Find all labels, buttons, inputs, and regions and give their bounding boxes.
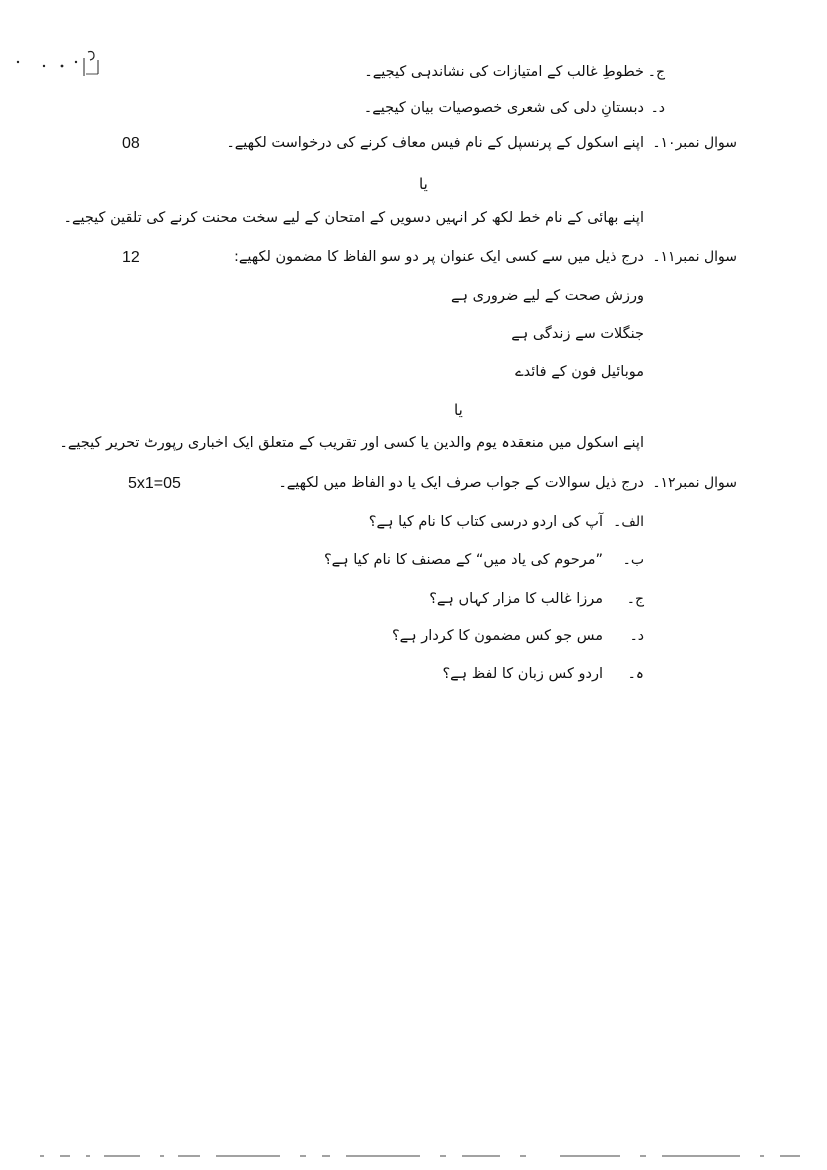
- sub-question-text: مرزا غالب کا مزار کہاں ہے؟: [429, 591, 603, 607]
- essay-topic: ورزش صحت کے لیے ضروری ہے: [450, 288, 644, 304]
- question-marks: 5x1=05: [128, 475, 181, 492]
- alternate-question-text: اپنے اسکول میں منعقدہ یوم والدین یا کسی اور تقریب کے متعلق ایک اخباری رپورٹ تحریر کیجیے۔: [59, 435, 644, 451]
- or-separator: یا: [419, 175, 428, 193]
- sub-question-label: ج۔: [626, 591, 644, 607]
- question-marks: 08: [122, 135, 140, 152]
- sub-question-text: مس جو کس مضمون کا کردار ہے؟: [391, 628, 603, 644]
- question-text: درج ذیل میں سے کسی ایک عنوان پر دو سو الفاظ کا مضمون لکھیے:: [234, 249, 644, 265]
- item-label: ج۔: [647, 64, 665, 80]
- scan-corner-mark: [12, 48, 102, 82]
- sub-question-text: اردو کس زبان کا لفظ ہے؟: [442, 666, 603, 682]
- item-text: خطوطِ غالب کے امتیازات کی نشاندہی کیجیے۔: [364, 64, 644, 80]
- question-text: درج ذیل سوالات کے جواب صرف ایک یا دو الفاظ میں لکھیے۔: [278, 475, 644, 491]
- or-separator: یا: [454, 401, 463, 419]
- essay-topic: موبائیل فون کے فائدے: [515, 364, 644, 380]
- question-text: اپنے اسکول کے پرنسپل کے نام فیس معاف کرنے کی درخواست لکھیے۔: [226, 135, 644, 151]
- sub-question-text: ”مرحوم کی یاد میں“ کے مصنف کا نام کیا ہے؟: [323, 552, 603, 568]
- item-text: دبستانِ دلی کی شعری خصوصیات بیان کیجیے۔: [363, 100, 644, 116]
- question-label: سوال نمبر۱۲۔: [652, 475, 737, 491]
- sub-question-label: د۔: [629, 628, 644, 644]
- question-marks: 12: [122, 249, 140, 266]
- sub-question-label: ہ۔: [627, 666, 644, 682]
- question-label: سوال نمبر۱۱۔: [652, 249, 737, 265]
- essay-topic: جنگلات سے زندگی ہے: [511, 326, 644, 342]
- sub-question-label: ب۔: [622, 552, 644, 568]
- sub-question-text: آپ کی اردو درسی کتاب کا نام کیا ہے؟: [368, 514, 603, 530]
- alternate-question-text: اپنے بھائی کے نام خط لکھ کر انہیں دسویں کے امتحان کے لیے سخت محنت کرنے کی تلقین کیجیے۔: [63, 210, 644, 226]
- item-label: د۔: [650, 100, 665, 116]
- scan-bottom-edge: [0, 1140, 827, 1170]
- sub-question-label: الف۔: [613, 514, 644, 530]
- question-label: سوال نمبر۱۰۔: [652, 135, 737, 151]
